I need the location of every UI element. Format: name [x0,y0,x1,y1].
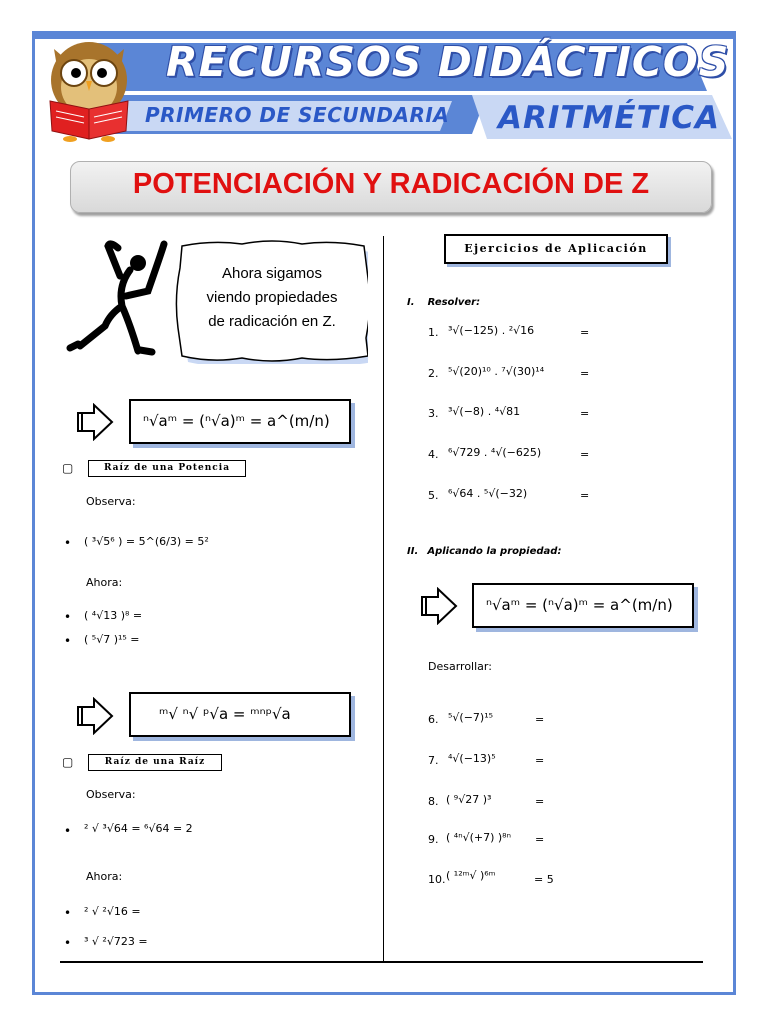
bullet-icon: • [64,906,72,920]
owl-reading-icon [42,35,137,143]
item-expression: ( ¹²ᵐ√ )⁶ᵐ [446,869,496,882]
property-1-formula: ⁿ√aᵐ = (ⁿ√a)ᵐ = a^(m/n) [143,412,330,430]
item-expression: ⁴√(−13)⁵ [448,752,496,765]
item-expression: ( ⁹√27 )³ [446,793,492,806]
item-number: 7. [428,754,439,767]
item-equals: = [535,795,545,808]
property-2-box [129,692,351,737]
item-number: 1. [428,326,439,339]
item-expression: ⁶√729 . ⁴√(−625) [448,446,542,459]
item-number: 9. [428,833,439,846]
item-expression: ⁶√64 . ⁵√(−32) [448,487,528,500]
part-1-number: I. [407,297,415,308]
item-equals: = [580,407,590,420]
bullet-icon: • [64,536,72,550]
item-expression: ( ⁴ⁿ√(+7) )⁸ⁿ [446,831,511,844]
observa-label: Observa: [86,788,136,801]
arrow-right-icon [418,587,458,625]
item-number: 8. [428,795,439,808]
banner-title: RECURSOS DIDÁCTICOS [166,38,730,86]
banner-level: PRIMERO DE SECUNDARIA [145,103,450,127]
ahora-label: Ahora: [86,870,123,883]
item-number: 5. [428,489,439,502]
item-equals: = [580,367,590,380]
bullet-icon: • [64,634,72,648]
property-right-box [472,583,694,628]
item-expression: ⁵√(20)¹⁰ . ⁷√(30)¹⁴ [448,365,545,378]
section-tag-raiz-raiz: Raíz de una Raíz [88,754,222,771]
item-expression: ⁵√(−7)¹⁵ [448,711,494,724]
speech-line: viendo propiedades [206,289,338,306]
property-1-box [129,399,351,444]
desarrollar-label: Desarrollar: [428,660,492,673]
speech-line: Ahora sigamos [221,265,323,282]
banner-subject: ARITMÉTICA [498,100,720,136]
property-right-formula: ⁿ√aᵐ = (ⁿ√a)ᵐ = a^(m/n) [486,596,673,614]
item-equals: = [535,754,545,767]
item-equals: = [580,448,590,461]
column-divider [383,236,384,961]
item-expression: ³√(−125) . ²√16 [448,324,535,337]
bullet-icon: • [64,610,72,624]
item-equals: = [580,489,590,502]
ahora-label: Ahora: [86,576,123,589]
arrow-right-icon [74,697,114,735]
part-1-heading [407,290,480,309]
task-2-2: ³ √ ²√723 = [84,935,148,948]
item-number: 3. [428,407,439,420]
item-number: 10. [428,873,446,886]
part-1-label: Resolver: [427,297,481,308]
part-2-label: Aplicando la propiedad: [427,546,562,557]
square-bullet-icon: ▢ [62,461,74,475]
square-bullet-icon: ▢ [62,755,74,769]
ejercicios-tag: Ejercicios de Aplicación [444,234,668,264]
page-title: POTENCIACIÓN Y RADICACIÓN DE Z [132,168,650,200]
item-number: 6. [428,713,439,726]
item-number: 2. [428,367,439,380]
part-2-heading [407,539,561,558]
item-equals: = [535,713,545,726]
example-1: ( ³√5⁶ ) = 5^(6/3) = 5² [84,535,209,548]
property-2-formula: ᵐ√ ⁿ√ ᵖ√a = ᵐⁿᵖ√a [159,705,291,723]
item-equals: = [580,326,590,339]
task-2-1: ² √ ²√16 = [84,905,141,918]
item-equals: = 5 [534,873,554,886]
stretching-figure-icon [60,236,170,356]
part-2-number: II. [407,546,419,557]
speech-text [182,262,362,334]
task-1-1: ( ⁴√13 )⁸ = [84,609,143,622]
bullet-icon: • [64,824,72,838]
page-title-box [70,161,712,213]
bullet-icon: • [64,936,72,950]
speech-line: de radicación en Z. [208,313,336,330]
item-number: 4. [428,448,439,461]
arrow-right-icon [74,403,114,441]
item-equals: = [535,833,545,846]
task-1-2: ( ⁵√7 )¹⁵ = [84,633,140,646]
bottom-rule [60,961,703,963]
example-2: ² √ ³√64 = ⁶√64 = 2 [84,822,193,835]
section-tag-raiz-potencia: Raíz de una Potencia [88,460,246,477]
observa-label: Observa: [86,495,136,508]
item-expression: ³√(−8) . ⁴√81 [448,405,521,418]
